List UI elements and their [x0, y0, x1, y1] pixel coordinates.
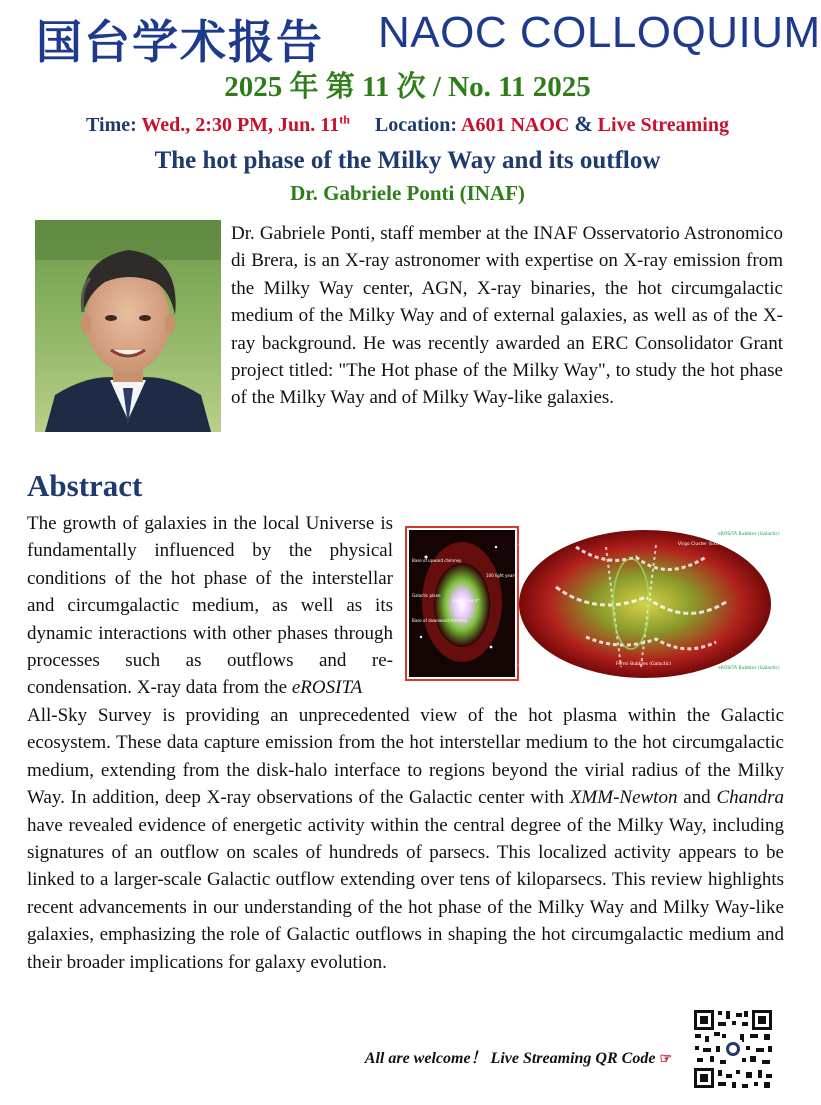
welcome-text: All are welcome！ Live Streaming QR Code	[364, 1050, 656, 1067]
label-galactic-plane: Galactic plane	[412, 593, 441, 598]
label-chimney-bottom: Base of downward chimney	[412, 618, 468, 623]
qr-code-icon	[692, 1008, 774, 1090]
abstract-body: All-Sky Survey is providing an unprecedented view of the hot plasma within the Galactic ecosystem. These data capture emission from the hot interstellar medium to the hot circumgalactic medium, extending from the disk-halo interface to regions beyond the virial radius of the Milky Way. In addition, deep X-ray observations of the Galactic center with XMM-Newton and Chandra have revealed evidence of energetic activity within the central degree of the Milky Way, including signatures of an outflow on scales of hundreds of parsecs. This localized activity appears to be linked to a larger-scale Galactic outflow extending over tens of kiloparsecs. This review highlights recent advancements in our understanding of the hot phase of the Milky Way and Milky Way-like galaxies, emphasizing the role of Galactic outflows in shaping the hot circumgalactic medium and their broader implications for galaxy evolution.	[27, 705, 785, 973]
label-lightyears: 100 light years	[486, 573, 517, 578]
qr-code[interactable]	[692, 1008, 774, 1090]
banner-title-cn: 国台学术报告	[36, 15, 324, 69]
time-label: Time:	[86, 114, 137, 136]
banner-title-en: NAOC COLLOQUIUM	[378, 8, 821, 57]
label-virgo: Virgo Cluster (Extragalactic)	[678, 542, 742, 547]
banner	[0, 4, 821, 69]
label-chimney-top: Base of upward chimney	[412, 558, 462, 563]
abstract-intro: The growth of galaxies in the local Universe is fundamentally influenced by the physical conditions of the hot phase of the interstellar and circumgalactic medium, as well as its dynamic interactions with other phases through processes such as outflows and re-condensation. X-ray data from the eROSITA	[27, 513, 393, 699]
issue-number: 2025 年 第 11 次 / No. 11 2025	[224, 71, 591, 103]
ampersand: &	[574, 111, 593, 136]
label-sgr-a: Sagittarius A*	[452, 598, 480, 603]
label-erosita-bottom: eROSITA Bubbles (Galactic)	[718, 666, 780, 671]
footer-note	[365, 1045, 672, 1068]
speaker-name: Dr. Gabriele Ponti (INAF)	[290, 181, 525, 205]
talk-title: The hot phase of the Milky Way and its outflow	[154, 147, 661, 174]
speaker-photo	[35, 220, 221, 432]
abstract-heading: Abstract	[27, 468, 143, 503]
telescope-chandra: Chandra	[716, 787, 785, 809]
xray-skymap-figure	[406, 527, 780, 680]
label-fermi: Fermi Bubbles (Galactic)	[616, 662, 672, 667]
time-location-line	[0, 111, 815, 137]
speaker-portrait-image	[35, 220, 221, 432]
speaker-bio: Dr. Gabriele Ponti, staff member at the INAF Osservatorio Astronomico di Brera, is an X-ray astronomer with expertise on X-ray emission from the Milky Way center, AGN, X-ray binaries, the hot circumgalactic medium of the Milky Way and of external galaxies, as well as of the X-ray background. He was recently awarded an ERC Consolidator Grant project titled: "The Hot phase of the Milky Way", to study the hot phase of the Milky Way and of Milky Way-like galaxies.	[231, 223, 783, 409]
mission-name: eROSITA	[291, 677, 363, 699]
skymap-image	[406, 527, 780, 680]
streaming-label: Live Streaming	[597, 114, 729, 136]
telescope-xmm: XMM-Newton	[569, 787, 678, 809]
label-erosita-top: eROSITA Bubbles (Galactic)	[718, 532, 780, 537]
location-label: Location:	[374, 114, 458, 136]
location-room: A601 NAOC	[461, 114, 570, 136]
pointing-hand-icon: ☞	[659, 1052, 672, 1067]
time-value: Wed., 2:30 PM, Jun. 11th	[141, 112, 350, 136]
